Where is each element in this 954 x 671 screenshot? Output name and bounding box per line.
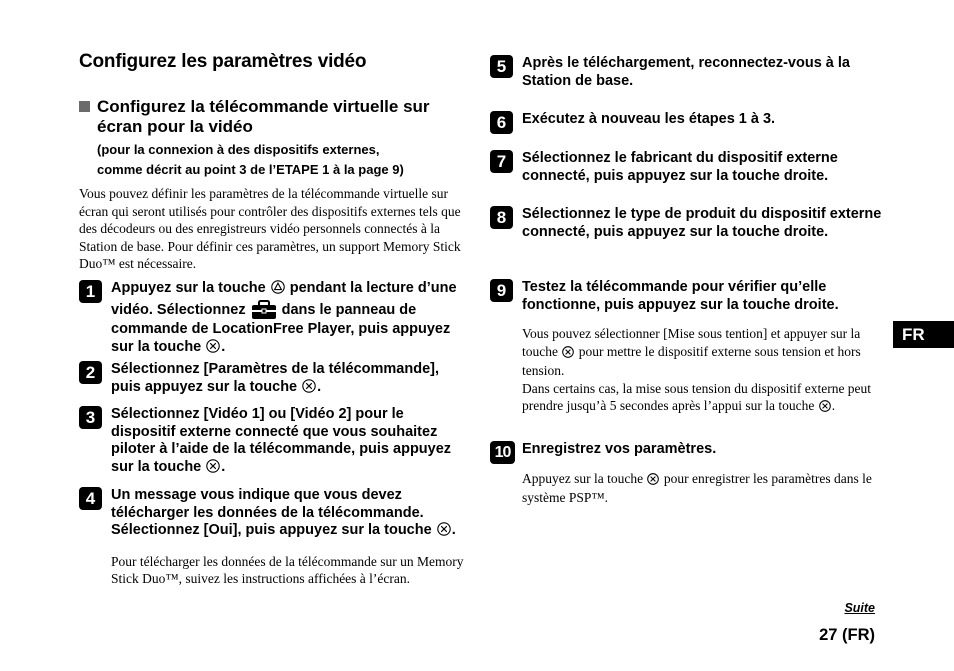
step-title [111,406,471,478]
step-text: . [317,378,322,395]
cross-button-icon [562,345,574,363]
step-2 [79,361,471,398]
step-text: . [221,458,226,475]
step-title: Enregistrez vos paramètres. [522,441,717,457]
step-text: dans le panneau de commande de LocationFree Player, puis appuyez sur la touche [111,301,451,355]
step-body-text: pour enregistrer les paramètres dans le système PSP™. [522,470,872,505]
language-tab: FR [893,321,954,348]
step-body-text: Vous pouvez sélectionner [Mise sous tention] et appuyer sur la touche [522,326,861,359]
step-number: 7 [490,150,513,173]
step-1 [79,280,471,358]
step-body-text: pour mettre le dispositif externe sous tension et hors tension. [522,343,861,378]
cross-button-icon [647,472,659,490]
cross-button-icon [437,522,451,542]
step-text: Sélectionnez [Vidéo 1] ou [Vidéo 2] pour le dispositif externe connecté que vous souhaitez piloter à l’aide de la télécommande, puis appuyez sur la touche [111,406,452,475]
subsection-note-line2: comme décrit au point 3 de l’ETAPE 1 à la page 9) [97,162,404,177]
step-title: Exécutez à nouveau les étapes 1 à 3. [522,111,776,127]
subsection-title: Configurez la télécommande virtuelle sur écran pour la vidéo [97,97,430,136]
cross-button-icon [302,379,316,399]
step-title [111,361,471,398]
step-body-text: Appuyez sur la touche [522,470,644,486]
cross-button-icon [819,399,831,417]
step-4 [79,487,471,588]
step-body-text: Dans certains cas, la mise sous tension du dispositif externe peut prendre jusqu’à 5 secondes après l’appui sur la touche [522,380,872,413]
intro-paragraph: Vous pouvez définir les paramètres de la télécommande virtuelle sur écran qui seront utilisés pour contrôler des dispositifs externes tels que des décodeurs ou des enregistreurs vidéo personnels connectés à la Station de base. Pour définir ces paramètres, un support Memory Stick Duo™ est nécessaire. [79,186,461,271]
step-title: Sélectionnez le fabricant du dispositif externe connecté, puis appuyez sur la touche droite. [522,150,838,184]
cross-button-icon [206,459,220,479]
step-text: pendant la lecture d’une vidéo. Sélectionnez [111,280,457,318]
subsection-note-line1: (pour la connexion à des dispositifs externes, [97,142,380,157]
step-9 [490,279,885,417]
toolbox-icon [251,300,277,322]
step-number: 10 [490,441,515,464]
step-5 [490,55,885,90]
step-number: 5 [490,55,513,78]
page-number: 27 (FR) [819,626,875,644]
subsection-note [97,140,469,180]
square-bullet-icon [79,101,90,112]
step-text: . [451,522,456,538]
step-body: Pour télécharger les données de la télécommande sur un Memory Stick Duo™, suivez les instructions affichées à l’écran. [111,553,464,586]
step-title [111,487,471,542]
subsection [79,97,469,180]
step-number: 4 [79,487,102,510]
step-body [522,470,885,507]
step-number: 3 [79,406,102,429]
step-title: Sélectionnez le type de produit du dispositif externe connecté, puis appuyez sur la touche droite. [522,206,882,240]
step-title: Après le téléchargement, reconnectez-vous à la Station de base. [522,55,850,89]
step-3 [79,406,471,478]
step-title: Testez la télécommande pour vérifier qu’elle fonctionne, puis appuyez sur la touche droite. [522,279,839,313]
step-text: . [221,338,226,355]
step-body-text: . [831,398,836,413]
cross-button-icon [206,339,220,359]
continued-label: Suite [844,601,875,615]
step-6 [490,111,885,132]
step-number: 2 [79,361,102,384]
step-number: 1 [79,280,102,303]
step-number: 6 [490,111,513,134]
triangle-button-icon [271,280,285,300]
step-text: Appuyez sur la touche [111,280,266,296]
step-text: Un message vous indique que vous devez télécharger les données de la télécommande. Sélectionnez [Oui], puis appuyez sur la touche [111,487,432,538]
step-title [111,280,471,358]
section-title: Configurez les paramètres vidéo [79,51,367,72]
step-body [522,325,885,417]
step-number: 8 [490,206,513,229]
step-8 [490,206,885,241]
step-number: 9 [490,279,513,302]
step-text: Sélectionnez [Paramètres de la télécommande], puis appuyez sur la touche [111,361,439,395]
step-7 [490,150,885,185]
step-10 [490,441,885,507]
